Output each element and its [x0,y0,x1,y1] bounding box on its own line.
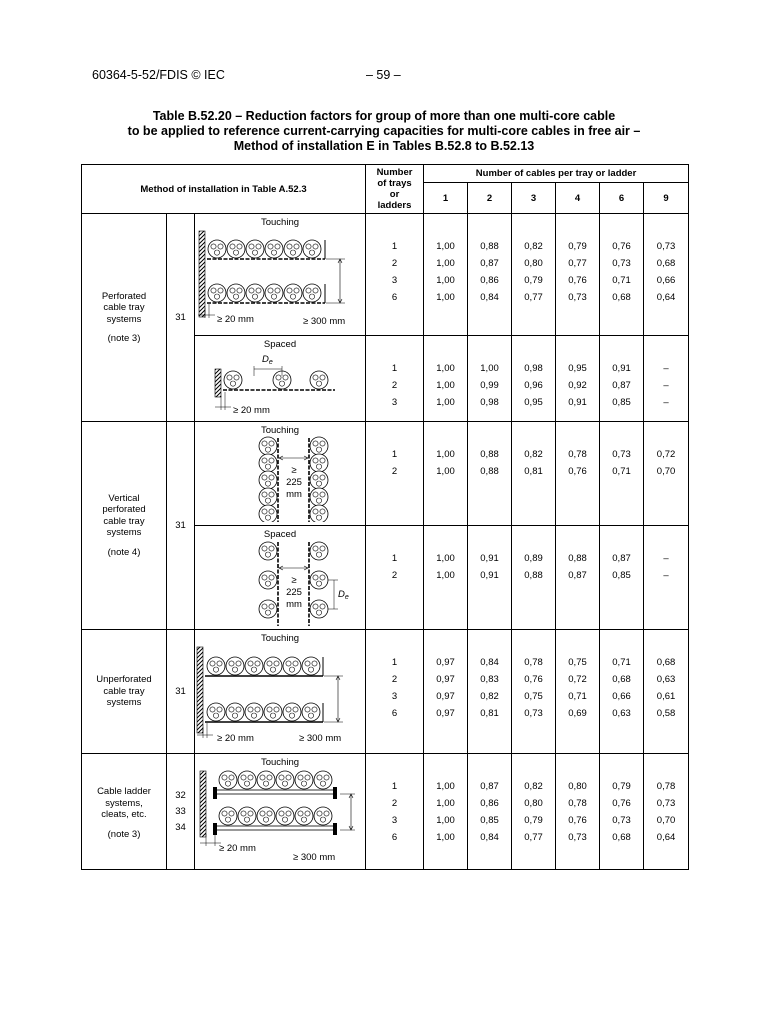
factor-value: 0,83 [480,674,499,685]
trays-header-line: ladders [377,200,412,211]
figure-label: Touching [260,633,300,644]
svg-text:De [262,354,273,366]
factor-cell [644,526,689,630]
factor-value: 0,98 [480,397,499,408]
factor-cell [600,336,644,422]
factor-value: 0,71 [568,691,587,702]
factor-value: 1,00 [436,258,455,269]
reduction-factors-table [81,164,689,870]
system-label: Cable ladder [97,786,151,797]
column-header-cables: Number of cables per tray or ladder [424,165,689,183]
tray-count: 3 [391,275,398,286]
system-label: perforated [102,504,146,516]
factor-cell [644,630,689,754]
system-note: (note 3) [107,828,141,840]
system-label: systems [106,527,142,539]
factor-value: 0,79 [524,815,543,826]
factor-value: 0,98 [524,363,543,374]
trays-header-line: or [389,189,400,200]
column-header-trays [366,165,424,214]
factor-value: 0,72 [568,674,587,685]
figure-vertical-touching [195,422,366,526]
factor-value: 0,66 [612,691,631,702]
factor-value: 0,76 [612,798,631,809]
factor-value: 0,78 [524,657,543,668]
factor-value: 0,87 [612,380,631,391]
spacing-ge: ≥ [291,465,297,476]
factor-value: 1,00 [436,275,455,286]
tray-count: 2 [391,674,398,685]
vertical-spaced-diagram [195,540,366,626]
tray-count: 3 [391,397,398,408]
factor-cell [556,526,600,630]
factor-cell [468,630,512,754]
trays-cell [366,214,424,336]
figure-label: Spaced [263,339,297,350]
svg-text:De [338,589,349,601]
factor-value: 0,86 [480,798,499,809]
factor-cell [600,422,644,526]
factor-value: 0,99 [480,380,499,391]
spacing-unit: mm [286,489,302,500]
factor-value: 1,00 [436,553,455,564]
page-number: – 59 – [366,68,401,82]
spacing-value: 225 [286,587,302,598]
factor-value: – [663,363,669,374]
spacing-label: ≥ 300 mm [303,316,346,327]
installation-ref: 31 [167,422,195,630]
factor-value: 0,58 [656,708,676,719]
factor-value: 0,73 [612,449,631,460]
installation-ref [167,754,195,870]
factor-value: 0,68 [656,657,676,668]
spacing-label: ≥ 20 mm [217,314,254,325]
factor-value: 0,92 [568,380,587,391]
vertical-touching-diagram [195,436,366,522]
factor-value: 0,84 [480,832,499,843]
factor-value: 0,91 [480,553,499,564]
figure-unperforated-touching [195,630,366,754]
tray-count: 2 [391,380,398,391]
factor-cell [424,336,468,422]
factor-cell [424,754,468,870]
factor-value: 0,69 [568,708,587,719]
column-header-n: 9 [644,183,689,214]
factor-value: 0,82 [480,691,499,702]
tray-count: 2 [391,466,398,477]
perforated-spaced-diagram [195,350,366,420]
factor-value: 0,70 [656,466,676,477]
factor-value: 1,00 [436,241,455,252]
installation-ref-number: 34 [175,822,186,833]
factor-value: 0,79 [524,275,543,286]
figure-perforated-spaced [195,336,366,422]
factor-value: 0,77 [524,292,543,303]
factor-cell [644,754,689,870]
factor-value: – [663,570,669,581]
factor-value: 1,00 [436,798,455,809]
factor-value: 0,73 [568,832,587,843]
factor-value: 1,00 [436,832,455,843]
factor-value: 0,84 [480,292,499,303]
perforated-touching-diagram [195,228,366,330]
system-unperforated [82,630,167,754]
spacing-value: 225 [286,477,302,488]
factor-value: 0,63 [612,708,631,719]
system-label: cable tray [103,302,145,313]
column-header-n: 2 [468,183,512,214]
factor-value: 0,89 [524,553,543,564]
factor-value: 0,73 [612,258,631,269]
factor-cell [600,526,644,630]
factor-value: 0,68 [612,674,631,685]
factor-value: – [663,397,669,408]
factor-value: 0,87 [568,570,587,581]
factor-value: 1,00 [436,380,455,391]
factor-cell [556,422,600,526]
factor-value: 0,68 [612,832,631,843]
figure-label: Touching [260,425,300,436]
column-header-n: 1 [424,183,468,214]
factor-value: 0,88 [480,466,499,477]
factor-value: 0,68 [612,292,631,303]
system-label: cable tray [103,515,145,527]
system-label: cleats, etc. [101,809,147,820]
system-label: Unperforated [96,674,152,686]
factor-value: 0,79 [612,781,631,792]
factor-value: 0,76 [568,275,587,286]
factor-cell [600,214,644,336]
factor-cell [468,754,512,870]
factor-value: 0,64 [656,292,676,303]
system-note: (note 4) [107,546,141,558]
factor-value: 0,97 [436,691,455,702]
factor-value: 0,78 [568,798,587,809]
system-label: Perforated [101,290,147,302]
factor-value: 0,77 [524,832,543,843]
factor-value: 0,66 [656,275,676,286]
factor-value: 0,73 [612,815,631,826]
factor-value: 0,97 [436,657,455,668]
factor-value: 1,00 [436,449,455,460]
factor-value: – [663,380,669,391]
factor-value: 0,72 [656,449,676,460]
spacing-label: ≥ 20 mm [219,843,256,854]
factor-value: 0,97 [436,708,455,719]
system-note: (note 3) [107,333,141,344]
factor-value: 0,77 [568,258,587,269]
tray-count: 6 [391,292,398,303]
factor-value: 0,88 [568,553,587,564]
tray-count: 1 [391,363,398,374]
factor-value: 0,88 [524,570,543,581]
factor-cell [424,214,468,336]
factor-value: 0,73 [656,241,676,252]
factor-value: 1,00 [436,292,455,303]
factor-cell [512,422,556,526]
factor-cell [424,630,468,754]
factor-value: 1,00 [436,466,455,477]
factor-value: 0,82 [524,781,543,792]
factor-value: 0,88 [480,449,499,460]
factor-value: 0,61 [656,691,676,702]
factor-value: 0,85 [480,815,499,826]
factor-value: – [663,553,669,564]
factor-cell [644,214,689,336]
factor-value: 0,86 [480,275,499,286]
factor-value: 0,73 [524,708,543,719]
trays-cell [366,336,424,422]
title-line-3: Method of installation E in Tables B.52.8 to B.52.13 [233,139,535,153]
factor-cell [644,422,689,526]
installation-ref: 31 [167,214,195,422]
factor-value: 1,00 [436,815,455,826]
system-cable-ladder [82,754,167,870]
spacing-label: ≥ 300 mm [299,733,342,744]
factor-value: 0,87 [612,553,631,564]
tray-count: 3 [391,691,398,702]
system-label: Vertical [108,492,140,504]
factor-value: 0,71 [612,657,631,668]
factor-value: 1,00 [436,570,455,581]
factor-value: 0,73 [568,292,587,303]
diameter-label: D [338,589,345,600]
cable-ladder-touching-diagram [195,768,366,864]
factor-value: 0,70 [656,815,676,826]
factor-cell [556,336,600,422]
factor-cell [468,422,512,526]
title-line-2: to be applied to reference current-carrying capacities for multi-core cables in free air – [127,124,641,138]
factor-value: 0,87 [480,258,499,269]
column-header-n: 3 [512,183,556,214]
trays-header-line: of trays [377,178,412,189]
factor-value: 0,71 [612,466,631,477]
trays-cell [366,630,424,754]
factor-cell [556,214,600,336]
tray-count: 1 [391,657,398,668]
factor-cell [556,630,600,754]
title-line-1: Table B.52.20 – Reduction factors for group of more than one multi-core cable [152,109,616,123]
installation-ref-number: 33 [175,806,186,817]
factor-value: 0,95 [524,397,543,408]
diameter-subscript: e [268,359,273,366]
factor-value: 0,73 [656,798,676,809]
factor-cell [468,214,512,336]
factor-value: 0,80 [524,258,543,269]
column-header-n: 4 [556,183,600,214]
figure-cable-ladder-touching [195,754,366,870]
factor-value: 0,85 [612,570,631,581]
figure-vertical-spaced [195,526,366,630]
factor-value: 0,91 [568,397,587,408]
system-label: systems [106,697,142,709]
factor-cell [600,630,644,754]
column-header-n: 6 [600,183,644,214]
factor-value: 0,80 [524,798,543,809]
factor-cell [512,754,556,870]
factor-cell [600,754,644,870]
factor-value: 0,82 [524,449,543,460]
unperforated-touching-diagram [195,644,366,748]
tray-count: 3 [391,815,398,826]
factor-cell [512,526,556,630]
factor-cell [424,422,468,526]
factor-cell [512,630,556,754]
table-title [0,109,768,154]
factor-value: 0,96 [524,380,543,391]
factor-value: 0,95 [568,363,587,374]
factor-value: 0,91 [480,570,499,581]
factor-cell [512,336,556,422]
tray-count: 1 [391,241,398,252]
factor-value: 0,85 [612,397,631,408]
factor-value: 1,00 [436,397,455,408]
factor-value: 1,00 [480,363,499,374]
factor-cell [468,336,512,422]
factor-cell [424,526,468,630]
factor-cell [556,754,600,870]
factor-cell [512,214,556,336]
tray-count: 6 [391,832,398,843]
spacing-label: ≥ 20 mm [233,405,270,416]
factor-value: 0,71 [612,275,631,286]
factor-value: 0,91 [612,363,631,374]
figure-label: Spaced [263,529,297,540]
factor-cell [468,526,512,630]
factor-value: 0,81 [480,708,499,719]
spacing-ge: ≥ [291,575,297,586]
factor-value: 0,97 [436,674,455,685]
factor-value: 0,64 [656,832,676,843]
factor-value: 0,88 [480,241,499,252]
spacing-unit: mm [286,599,302,610]
system-label: systems [106,313,142,325]
tray-count: 2 [391,798,398,809]
trays-cell [366,754,424,870]
spacing-label: ≥ 300 mm [293,852,336,863]
trays-header-line: Number [376,167,413,178]
system-label: cable tray [103,685,145,697]
factor-value: 0,79 [568,241,587,252]
factor-value: 0,78 [568,449,587,460]
document-id: 60364-5-52/FDIS © IEC [92,68,225,82]
factor-value: 0,75 [568,657,587,668]
factor-value: 1,00 [436,781,455,792]
tray-count: 1 [391,781,398,792]
spacing-label: ≥ 20 mm [217,733,254,744]
figure-label: Touching [260,757,300,768]
factor-value: 0,75 [524,691,543,702]
figure-label: Touching [260,217,300,228]
factor-value: 0,80 [568,781,587,792]
tray-count: 2 [391,570,398,581]
factor-value: 0,76 [524,674,543,685]
tray-count: 1 [391,553,398,564]
factor-value: 0,82 [524,241,543,252]
factor-value: 0,78 [656,781,676,792]
system-label: systems, [105,797,143,809]
factor-value: 0,76 [568,815,587,826]
diameter-subscript: e [344,594,349,601]
factor-cell [644,336,689,422]
factor-value: 1,00 [436,363,455,374]
system-vertical-perforated [82,422,167,630]
tray-count: 2 [391,258,398,269]
installation-ref: 31 [167,630,195,754]
tray-count: 1 [391,449,398,460]
factor-value: 0,84 [480,657,499,668]
tray-count: 6 [391,708,398,719]
factor-value: 0,68 [656,258,676,269]
installation-ref-number: 32 [175,790,186,801]
factor-value: 0,76 [612,241,631,252]
column-header-method: Method of installation in Table A.52.3 [82,165,366,214]
factor-value: 0,87 [480,781,499,792]
factor-value: 0,81 [524,466,543,477]
trays-cell [366,526,424,630]
diameter-label: D [262,354,269,365]
factor-value: 0,76 [568,466,587,477]
trays-cell [366,422,424,526]
system-perforated [82,214,167,422]
figure-perforated-touching [195,214,366,336]
factor-value: 0,63 [656,674,676,685]
